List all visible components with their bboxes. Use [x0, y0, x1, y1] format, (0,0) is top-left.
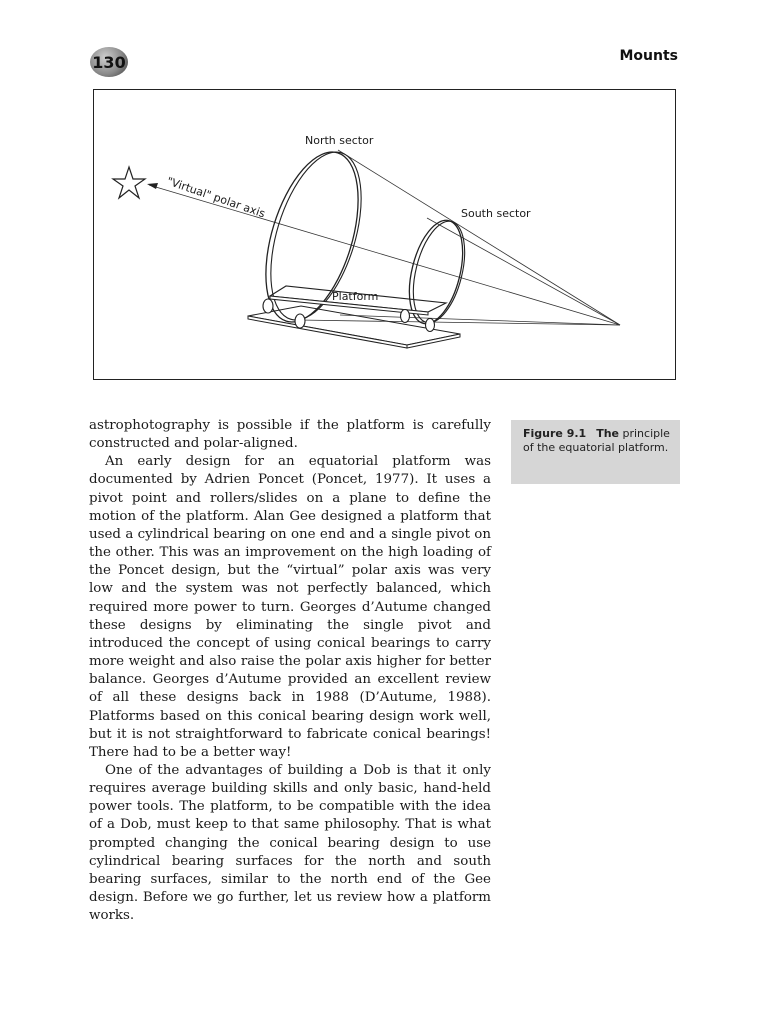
caption-first-word: The: [596, 427, 619, 440]
label-north-sector: North sector: [305, 134, 374, 147]
page-number-badge: [90, 47, 128, 77]
paragraph: astrophotography is possible if the platform is carefully constructed and polar-aligned.: [89, 418, 491, 452]
paragraph: One of the advantages of building a Dob is that it only requires average building skills and only basic, hand-held power tools. The platform, to be compatible with the idea of a Dob, must keep to that same philosophy. That is what prompted changing the conical bearing design to use cylindrical bearing surfaces for the north and south bearing surfaces, similar to the north end of the Gee design. Before we go further, let us review how a platform works.: [89, 762, 491, 924]
cone-line-top: [338, 150, 620, 325]
body-text: [89, 417, 491, 925]
roller-back-right: [426, 319, 435, 332]
running-title: Mounts: [619, 48, 678, 64]
label-platform: Platform: [332, 290, 379, 303]
cone-line-south: [427, 218, 620, 325]
figure-9-1: [93, 89, 676, 380]
polar-axis-line: [149, 185, 620, 325]
roller-front-right: [401, 310, 410, 323]
paragraph: An early design for an equatorial platform was documented by Adrien Poncet (Poncet, 1977). It uses a pivot point and rollers/slides on a plane to define the motion of the platform. Alan Gee designed a platform that used a cylindrical bearing on one end and a single pivot on the other. This was an improvement on the high loading of the Poncet design, but the “virtual” polar axis was very low and the system was not perfectly balanced, which required more power to turn. Georges d’Autume changed these designs by eliminating the single pivot and introduced the concept of using conical bearings to carry more weight and also raise the polar axis higher for better balance. Georges d’Autume provided an excellent review of all these designs back in 1988 (D’Autume, 1988). Platforms based on this conical bearing design work well, but it is not straightforward to fabricate conical bearings! There had to be a better way!: [89, 454, 491, 760]
polar-axis-arrowhead: [147, 183, 158, 189]
platform-diagram: [94, 90, 677, 381]
label-south-sector: South sector: [461, 207, 531, 220]
caption-text: principle of the equatorial platform.: [523, 427, 670, 454]
label-virtual-polar-axis: "Virtual" polar axis: [165, 174, 267, 221]
roller-back-left: [295, 314, 305, 328]
caption-figure-number: Figure 9.1: [523, 427, 587, 440]
page-number: 130: [92, 52, 126, 72]
roller-front-left: [263, 299, 273, 313]
figure-caption: [511, 420, 680, 484]
star-icon: [113, 167, 145, 198]
